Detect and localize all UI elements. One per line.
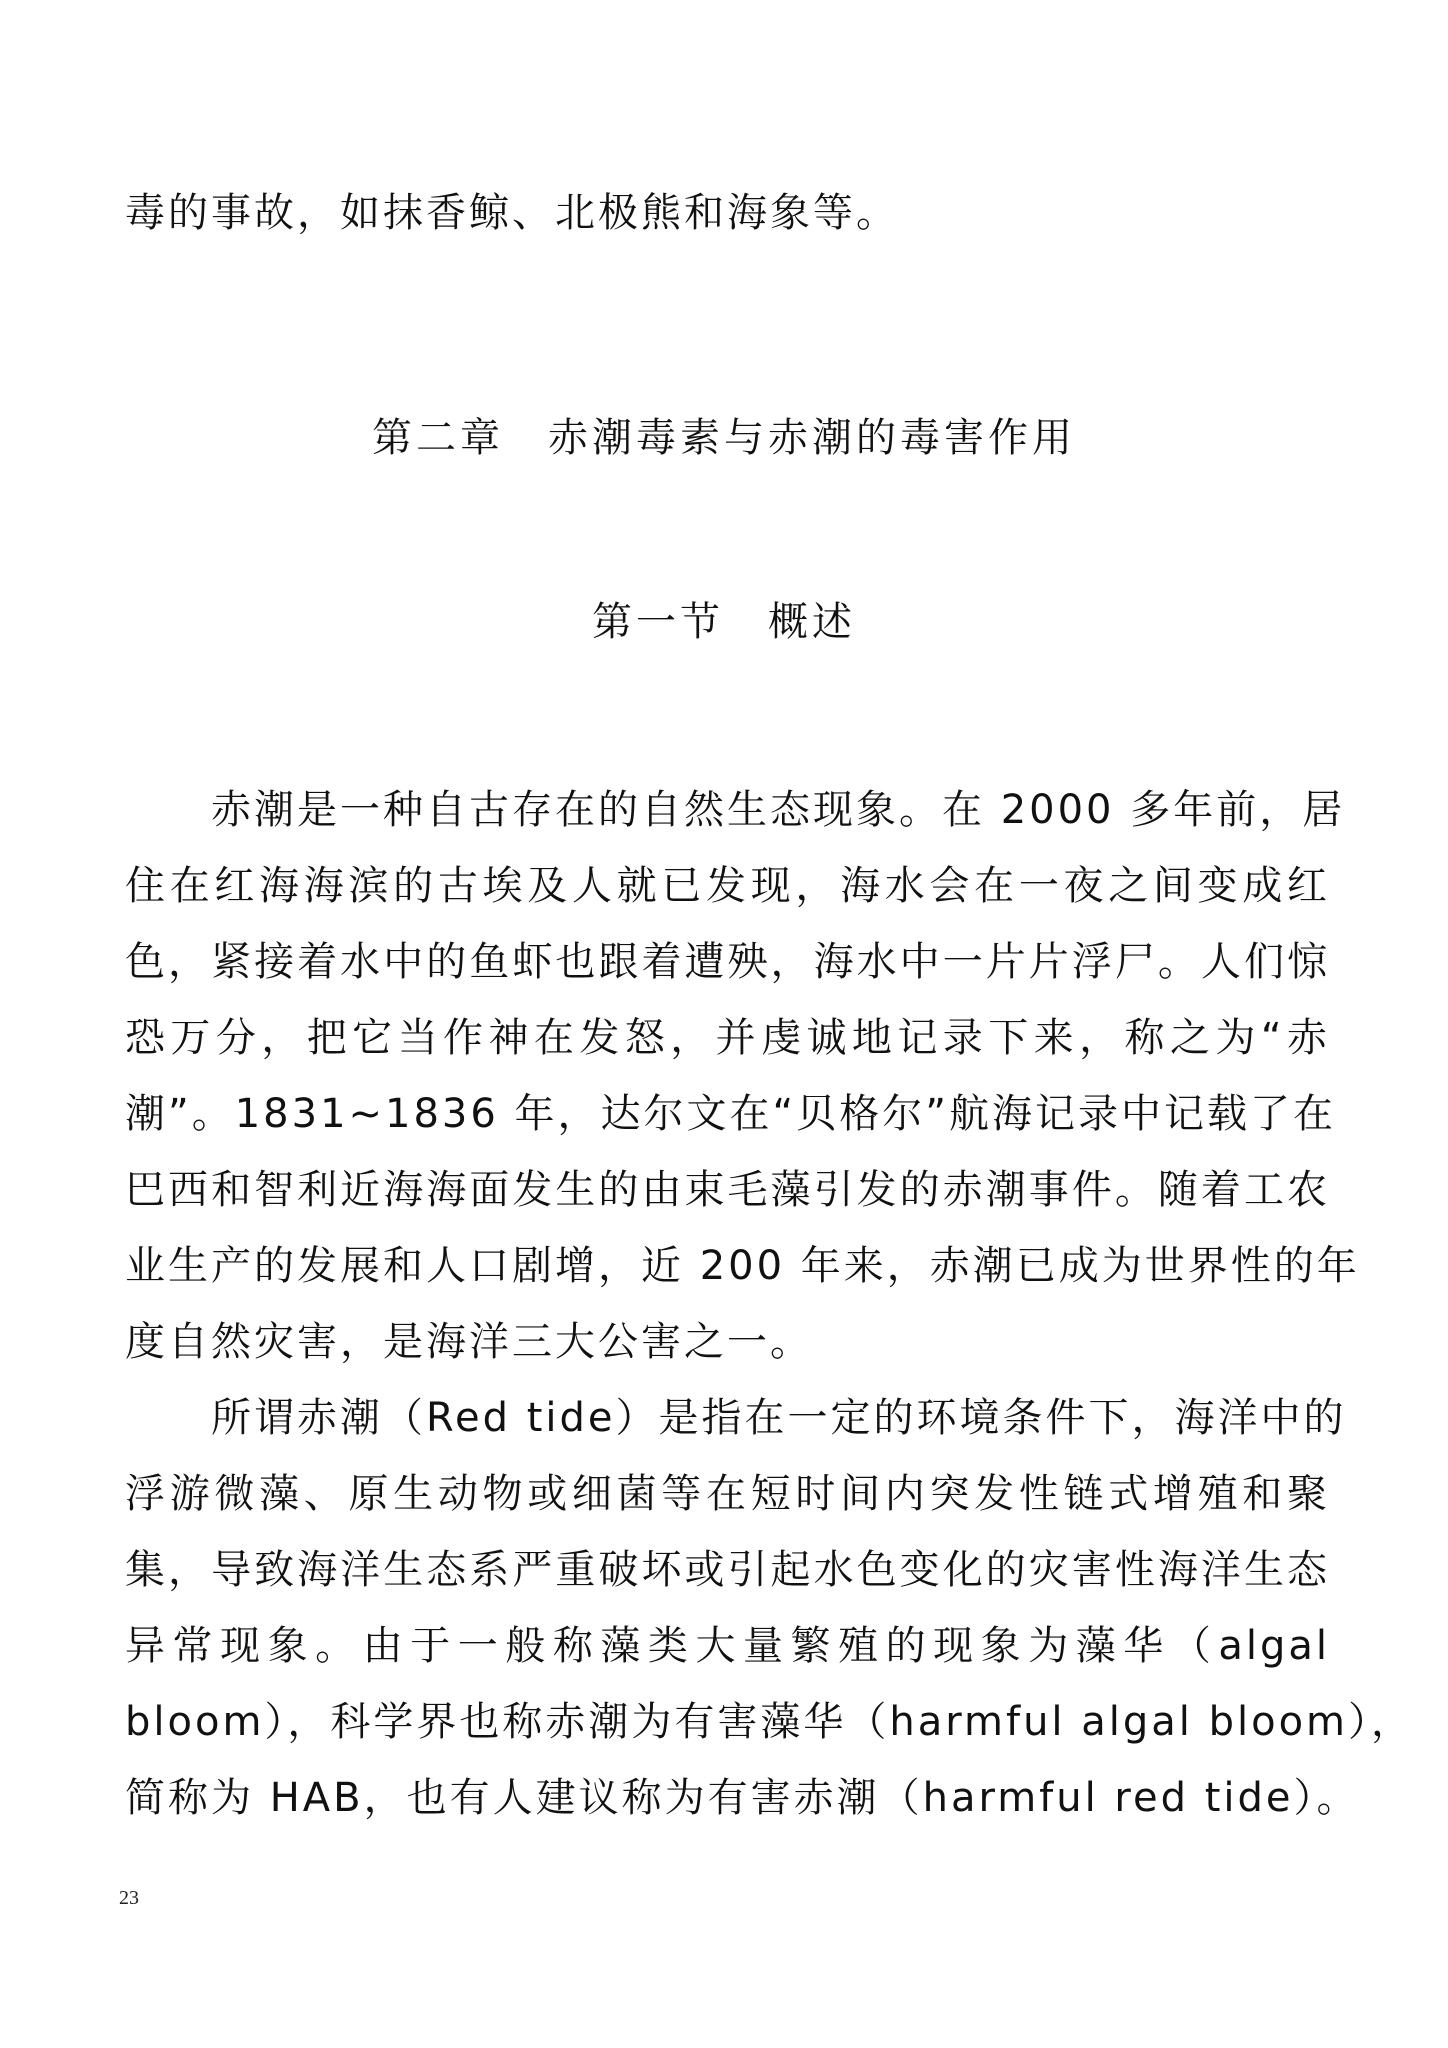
paragraph-line: 业生产的发展和人口剧增，近 200 年来，赤潮已成为世界性的年 — [125, 1243, 1360, 1289]
section-title: 第一节 概述 — [592, 599, 856, 645]
paragraph-line: 简称为 HAB，也有人建议称为有害赤潮（harmful red tide）。 — [125, 1775, 1360, 1821]
paragraph-line: bloom），科学界也称赤潮为有害藻华（harmful algal bloom）， — [125, 1699, 1415, 1745]
paragraph-line: 巴西和智利近海海面发生的由束毛藻引发的赤潮事件。随着工农 — [125, 1167, 1330, 1213]
paragraph-line: 住在红海海滨的古埃及人就已发现，海水会在一夜之间变成红 — [125, 863, 1330, 909]
chapter-title: 第二章 赤潮毒素与赤潮的毒害作用 — [372, 415, 1076, 461]
paragraph-line: 集，导致海洋生态系严重破坏或引起水色变化的灾害性海洋生态 — [125, 1547, 1330, 1593]
paragraph-line: 恐万分，把它当作神在发怒，并虔诚地记录下来，称之为“赤 — [125, 1015, 1330, 1061]
paragraph-line: 浮游微藻、原生动物或细菌等在短时间内突发性链式增殖和聚 — [125, 1471, 1330, 1517]
paragraph-line: 异常现象。由于一般称藻类大量繁殖的现象为藻华（algal — [125, 1623, 1330, 1669]
paragraph-line: 所谓赤潮（Red tide）是指在一定的环境条件下，海洋中的 — [125, 1395, 1347, 1441]
carryover-text-line: 毒的事故，如抹香鲸、北极熊和海象等。 — [125, 190, 899, 236]
paragraph-line: 度自然灾害，是海洋三大公害之一。 — [125, 1319, 813, 1365]
paragraph-line: 潮”。1831~1836 年，达尔文在“贝格尔”航海记录中记载了在 — [125, 1091, 1336, 1137]
page-number: 23 — [119, 1887, 139, 1909]
paragraph-line: 赤潮是一种自古存在的自然生态现象。在 2000 多年前，居 — [125, 787, 1346, 833]
paragraph-line: 色，紧接着水中的鱼虾也跟着遭殃，海水中一片片浮尸。人们惊 — [125, 939, 1330, 985]
